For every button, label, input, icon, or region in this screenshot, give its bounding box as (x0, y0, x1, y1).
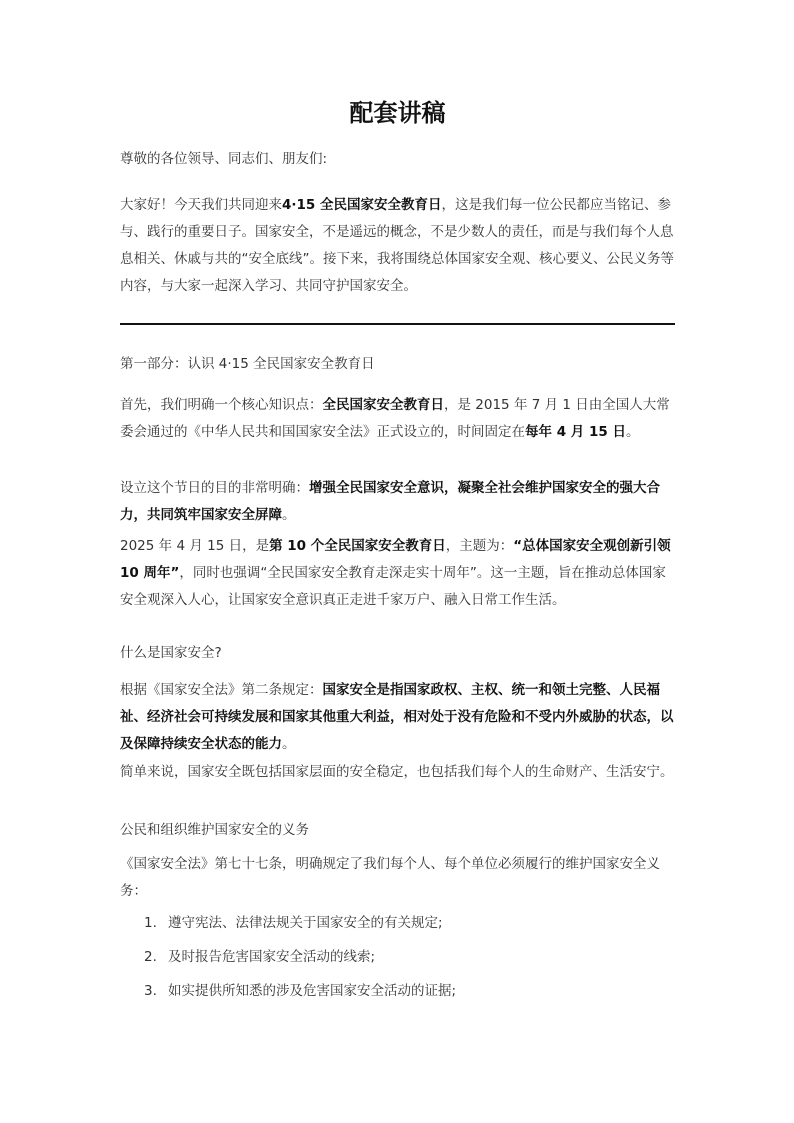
list-item-text: 遵守宪法、法律法规关于国家安全的有关规定; (168, 915, 443, 931)
p1-text-3: 。 (625, 424, 640, 440)
paragraph-article-77: 《国家安全法》第七十七条，明确规定了我们每个人、每个单位必须履行的维护国家安全义务： (120, 856, 660, 899)
intro-paragraph (120, 192, 675, 300)
intro-highlight: 4·15 全民国家安全教育日 (282, 197, 442, 213)
paragraph-purpose (120, 475, 675, 529)
list-item (120, 944, 675, 978)
p1-highlight-1: 全民国家安全教育日 (322, 397, 444, 413)
p4-text-1: 根据《国家安全法》第二条规定： (120, 682, 323, 698)
p3-highlight-2: “总体国家安全观创新引领 10 周年” (120, 538, 671, 581)
list-item (120, 910, 675, 944)
p1-highlight-2: 每年 4 月 15 日 (525, 424, 626, 440)
greeting: 尊敬的各位领导、同志们、朋友们: (120, 151, 328, 167)
p1-text-2: ，是 2015 年 7 月 1 日由全国人大常委会通过的《中华人民共和国国家安全法》正式设立的，时间固定在 (120, 397, 670, 440)
section-heading: 第一部分：认识 4·15 全民国家安全教育日 (120, 356, 375, 372)
list-item-number: 3. (144, 983, 157, 999)
list-item-text: 及时报告危害国家安全活动的线索; (168, 949, 376, 965)
paragraph-summary: 简单来说，国家安全既包括国家层面的安全稳定，也包括我们每个人的生命财产、生活安宁。 (120, 764, 674, 780)
p3-text-1: 2025 年 4 月 15 日，是 (120, 538, 270, 554)
duty-heading: 公民和组织维护国家安全的义务 (120, 822, 309, 838)
p4-text-2: 。 (282, 736, 296, 752)
p3-text-3: ，同时也强调“全民国家安全教育走深走实十周年”。这一主题，旨在推动总体国家安全观深入人心，让国家安全意识真正走进千家万户、融入日常工作生活。 (120, 565, 666, 608)
intro-text-1: 大家好！今天我们共同迎来 (120, 197, 282, 213)
page-title: 配套讲稿 (349, 99, 446, 127)
paragraph-definition (120, 677, 675, 758)
duty-list (120, 910, 675, 1012)
list-item-number: 2. (144, 949, 157, 965)
list-item-text: 如实提供所知悉的涉及危害国家安全活动的证据; (168, 983, 457, 999)
list-item-number: 1. (144, 915, 157, 931)
p2-highlight: 增强全民国家安全意识，凝聚全社会维护国家安全的强大合力，共同筑牢国家安全屏障 (120, 480, 660, 523)
list-item (120, 978, 675, 1012)
p4-highlight: 国家安全是指国家政权、主权、统一和领土完整、人民福祉、经济社会可持续发展和国家其他重大利益，相对处于没有危险和不受内外威胁的状态，以及保障持续安全状态的能力 (120, 682, 674, 752)
p2-text-2: 。 (282, 507, 296, 523)
p3-highlight-1: 第 10 个全民国家安全教育日 (269, 538, 446, 554)
question-heading: 什么是国家安全? (120, 645, 222, 661)
horizontal-rule (120, 323, 675, 325)
paragraph-education-day (120, 392, 675, 446)
paragraph-2025-theme (120, 533, 675, 614)
p2-text-1: 设立这个节日的目的非常明确： (120, 480, 309, 496)
intro-text-2: ，这是我们每一位公民都应当铭记、参与、践行的重要日子。国家安全，不是遥远的概念，不是少数人的责任，而是与我们每个人息息相关、休戚与共的“安全底线”。接下来，我将围绕总体国家安全观、核心要义、公民义务等内容，与大家一起深入学习、共同守护国家安全。 (120, 197, 674, 294)
p1-text-1: 首先，我们明确一个核心知识点： (120, 397, 323, 413)
p3-text-2: ，主题为： (445, 538, 514, 554)
